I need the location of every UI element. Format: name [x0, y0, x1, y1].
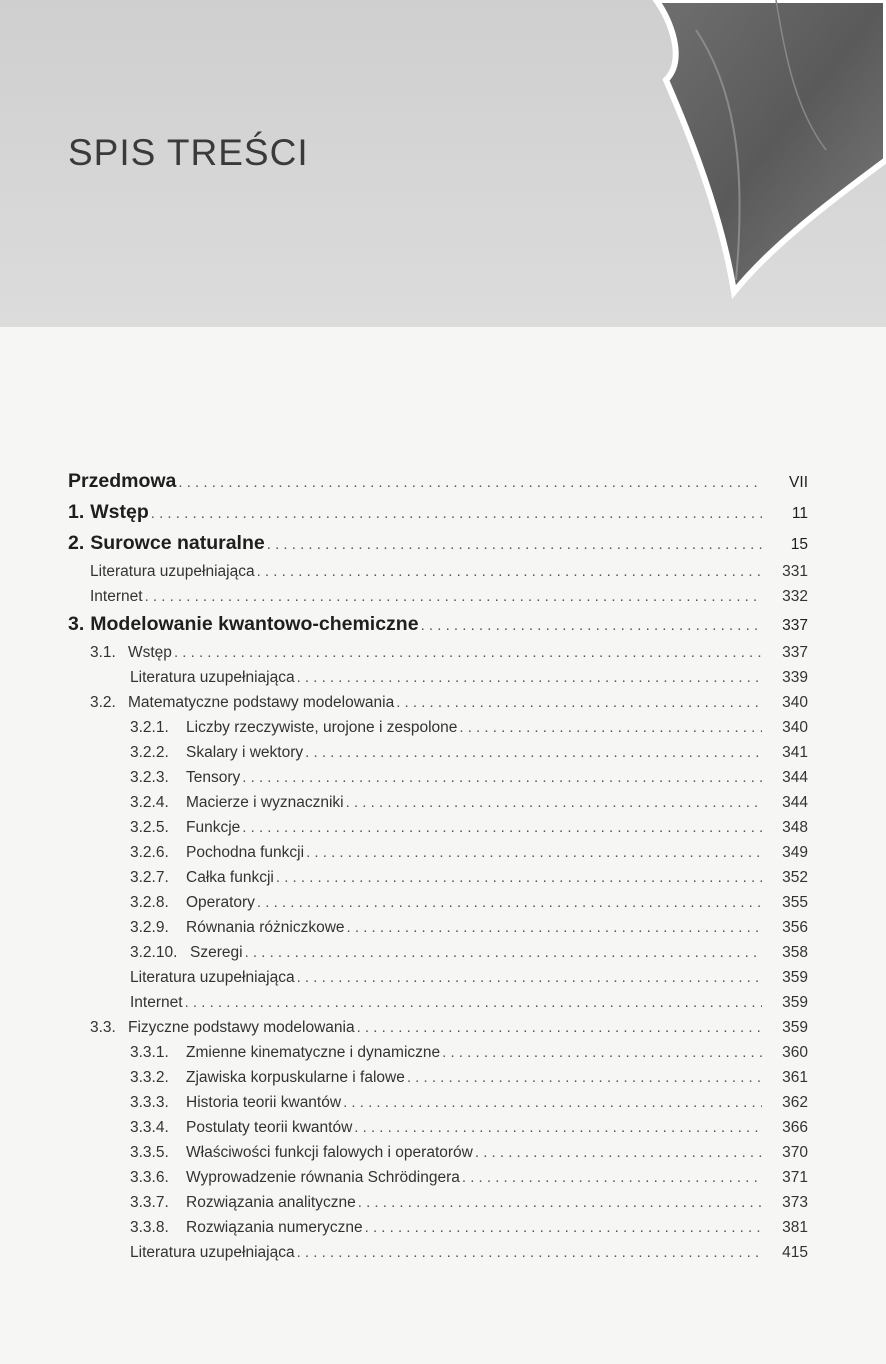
toc-entry-number: 3.: [68, 613, 85, 635]
toc-entry-label: [130, 965, 295, 990]
toc-page-number: 344: [782, 769, 808, 786]
toc-page-number: 341: [782, 744, 808, 761]
toc-page-number: 366: [782, 1119, 808, 1136]
toc-entry: [68, 528, 808, 559]
toc-entry-label: [130, 1115, 352, 1140]
dot-leader: [475, 1140, 762, 1165]
toc-entry-number: 3.3.4.: [130, 1119, 169, 1136]
toc-page-number: 11: [791, 505, 808, 522]
toc-entry-label: [130, 1190, 356, 1215]
toc-entry: [68, 1215, 808, 1240]
toc-entry: [68, 559, 808, 584]
dot-leader: [354, 1115, 762, 1140]
toc-entry: [68, 497, 808, 528]
toc-entry: [68, 865, 808, 890]
toc-entry: [68, 690, 808, 715]
toc-entry-label: [130, 890, 255, 915]
table-of-contents: [68, 466, 808, 1265]
toc-entry-title: Modelowanie kwantowo-chemiczne: [90, 613, 419, 635]
leaf-decoration-icon: [626, 0, 886, 327]
toc-entry-number: 3.3.3.: [130, 1094, 169, 1111]
toc-entry-number: 3.2.4.: [130, 794, 169, 811]
dot-leader: [347, 915, 762, 940]
toc-entry-title: Wstęp: [90, 501, 149, 523]
toc-entry-title: Zjawiska korpuskularne i falowe: [186, 1069, 405, 1086]
toc-entry-label: [90, 640, 172, 665]
toc-entry-title: Rozwiązania analityczne: [186, 1194, 356, 1211]
toc-page-number: 348: [782, 819, 808, 836]
toc-page-number: 359: [782, 994, 808, 1011]
toc-page-number: 381: [782, 1219, 808, 1236]
toc-entry-label: [130, 915, 345, 940]
toc-entry-title: Literatura uzupełniająca: [90, 563, 255, 580]
header-banner: [0, 0, 886, 327]
toc-entry-title: Skalary i wektory: [186, 744, 304, 761]
toc-page-number: 340: [782, 694, 808, 711]
toc-entry-label: [90, 690, 394, 715]
toc-entry-number: 3.2.6.: [130, 844, 169, 861]
toc-entry-label: [68, 528, 265, 559]
toc-entry-label: [68, 466, 176, 497]
toc-entry-number: 3.2.7.: [130, 869, 169, 886]
toc-page-number: 15: [790, 536, 808, 553]
toc-entry: [68, 715, 808, 740]
toc-page-number: 360: [782, 1044, 808, 1061]
toc-entry-title: Szeregi: [190, 944, 243, 961]
toc-entry-number: 3.3.5.: [130, 1144, 169, 1161]
dot-leader: [276, 865, 762, 890]
dot-leader: [242, 765, 762, 790]
toc-entry: [68, 1090, 808, 1115]
toc-entry-label: [130, 1240, 295, 1265]
toc-entry-label: [130, 865, 274, 890]
toc-entry-title: Pochodna funkcji: [186, 844, 305, 861]
dot-leader: [421, 610, 762, 641]
toc-entry-title: Matematyczne podstawy modelowania: [128, 694, 395, 711]
toc-entry: [68, 790, 808, 815]
toc-entry-label: [130, 1140, 473, 1165]
toc-entry-number: 3.3.: [90, 1019, 116, 1036]
toc-entry: [68, 1240, 808, 1265]
toc-page-number: 415: [782, 1244, 808, 1261]
dot-leader: [297, 665, 762, 690]
dot-leader: [358, 1190, 762, 1215]
toc-entry-title: Historia teorii kwantów: [186, 1094, 342, 1111]
toc-page-number: 337: [782, 644, 808, 661]
dot-leader: [242, 815, 762, 840]
toc-entry-title: Literatura uzupełniająca: [130, 1244, 295, 1261]
toc-entry: [68, 740, 808, 765]
toc-page-number: 355: [782, 894, 808, 911]
toc-entry-title: Zmienne kinematyczne i dynamiczne: [186, 1044, 441, 1061]
toc-page-number: 337: [782, 617, 808, 634]
toc-entry-label: [130, 1215, 363, 1240]
toc-page-number: 340: [782, 719, 808, 736]
toc-page-number: 358: [782, 944, 808, 961]
toc-entry: [68, 1165, 808, 1190]
toc-entry: [68, 815, 808, 840]
toc-entry-number: 3.3.1.: [130, 1044, 169, 1061]
toc-entry-title: Tensory: [186, 769, 241, 786]
toc-entry-label: [130, 840, 304, 865]
toc-entry-label: [130, 715, 457, 740]
toc-entry-number: 2.: [68, 532, 85, 554]
dot-leader: [151, 498, 762, 529]
dot-leader: [178, 467, 762, 498]
toc-entry: [68, 965, 808, 990]
toc-entry: [68, 915, 808, 940]
toc-entry-number: 3.2.9.: [130, 919, 169, 936]
toc-entry-title: Liczby rzeczywiste, urojone i zespolone: [186, 719, 458, 736]
toc-entry-label: [130, 1090, 341, 1115]
dot-leader: [343, 1090, 762, 1115]
toc-page-number: 352: [782, 869, 808, 886]
toc-entry-title: Funkcje: [186, 819, 241, 836]
toc-entry: [68, 609, 808, 640]
dot-leader: [459, 715, 762, 740]
dot-leader: [297, 965, 762, 990]
toc-entry-label: [130, 665, 295, 690]
dot-leader: [257, 890, 762, 915]
dot-leader: [407, 1065, 762, 1090]
dot-leader: [462, 1165, 762, 1190]
toc-entry-title: Fizyczne podstawy modelowania: [128, 1019, 355, 1036]
toc-entry: [68, 1140, 808, 1165]
toc-entry-label: [130, 990, 183, 1015]
dot-leader: [185, 990, 762, 1015]
toc-entry-label: [130, 815, 240, 840]
toc-entry-label: [130, 1065, 405, 1090]
toc-entry: [68, 1115, 808, 1140]
toc-entry-title: Macierze i wyznaczniki: [186, 794, 344, 811]
dot-leader: [245, 940, 762, 965]
toc-page-number: 371: [782, 1169, 808, 1186]
dot-leader: [346, 790, 762, 815]
toc-entry-number: 1.: [68, 501, 85, 523]
toc-page-number: 349: [782, 844, 808, 861]
toc-entry: [68, 990, 808, 1015]
dot-leader: [305, 740, 762, 765]
toc-entry: [68, 584, 808, 609]
toc-entry-number: 3.2.8.: [130, 894, 169, 911]
toc-entry: [68, 640, 808, 665]
toc-entry: [68, 840, 808, 865]
toc-page-number: 362: [782, 1094, 808, 1111]
toc-entry: [68, 765, 808, 790]
toc-entry: [68, 1190, 808, 1215]
toc-entry-label: [90, 1015, 355, 1040]
toc-entry-title: Internet: [90, 588, 143, 605]
toc-entry-title: Rozwiązania numeryczne: [186, 1219, 363, 1236]
toc-page-number: 361: [782, 1069, 808, 1086]
toc-entry-number: 3.2.3.: [130, 769, 169, 786]
toc-entry-number: 3.3.7.: [130, 1194, 169, 1211]
toc-entry: [68, 466, 808, 497]
toc-entry-title: Wyprowadzenie równania Schrödingera: [186, 1169, 460, 1186]
toc-page-number: 359: [782, 969, 808, 986]
toc-entry-title: Internet: [130, 994, 183, 1011]
dot-leader: [396, 690, 762, 715]
toc-entry-label: [130, 740, 303, 765]
toc-entry-title: Właściwości funkcji falowych i operatorów: [186, 1144, 473, 1161]
toc-entry-number: 3.2.2.: [130, 744, 169, 761]
toc-page-number: 370: [782, 1144, 808, 1161]
toc-entry-number: 3.3.2.: [130, 1069, 169, 1086]
toc-entry-title: Operatory: [186, 894, 255, 911]
toc-entry: [68, 940, 808, 965]
toc-entry-number: 3.2.5.: [130, 819, 169, 836]
toc-page-number: 331: [782, 563, 808, 580]
toc-entry-title: Surowce naturalne: [90, 532, 265, 554]
toc-entry-number: 3.3.8.: [130, 1219, 169, 1236]
toc-entry-title: Wstęp: [128, 644, 172, 661]
toc-entry: [68, 665, 808, 690]
toc-entry-number: 3.2.10.: [130, 944, 178, 961]
toc-entry-title: Przedmowa: [68, 470, 177, 492]
toc-entry-label: [68, 609, 419, 640]
toc-entry-label: [130, 790, 344, 815]
toc-page-number: 339: [782, 669, 808, 686]
toc-page-number: 373: [782, 1194, 808, 1211]
dot-leader: [442, 1040, 762, 1065]
toc-entry-label: [130, 765, 240, 790]
toc-entry-label: [130, 940, 243, 965]
toc-entry-title: Całka funkcji: [186, 869, 274, 886]
toc-entry-label: [130, 1040, 440, 1065]
dot-leader: [145, 584, 762, 609]
dot-leader: [297, 1240, 762, 1265]
dot-leader: [267, 529, 762, 560]
toc-page-number: 344: [782, 794, 808, 811]
toc-entry-title: Postulaty teorii kwantów: [186, 1119, 353, 1136]
toc-entry-title: Równania różniczkowe: [186, 919, 345, 936]
page-title: SPIS TREŚCI: [68, 132, 309, 173]
toc-page-number: 356: [782, 919, 808, 936]
dot-leader: [306, 840, 762, 865]
toc-entry-number: 3.1.: [90, 644, 116, 661]
toc-entry-number: 3.3.6.: [130, 1169, 169, 1186]
toc-entry: [68, 1065, 808, 1090]
toc-page-number: 359: [782, 1019, 808, 1036]
dot-leader: [174, 640, 762, 665]
toc-entry-label: [130, 1165, 460, 1190]
toc-page-number: 332: [782, 588, 808, 605]
toc-entry-label: [90, 559, 255, 584]
dot-leader: [365, 1215, 762, 1240]
toc-entry-label: [90, 584, 143, 609]
toc-entry-title: Literatura uzupełniająca: [130, 669, 295, 686]
dot-leader: [257, 559, 762, 584]
toc-entry-label: [68, 497, 149, 528]
toc-page-number: VII: [789, 474, 808, 491]
dot-leader: [357, 1015, 762, 1040]
toc-entry-title: Literatura uzupełniająca: [130, 969, 295, 986]
toc-entry: [68, 1040, 808, 1065]
toc-entry-number: 3.2.1.: [130, 719, 169, 736]
toc-entry: [68, 890, 808, 915]
toc-entry-number: 3.2.: [90, 694, 116, 711]
toc-entry: [68, 1015, 808, 1040]
